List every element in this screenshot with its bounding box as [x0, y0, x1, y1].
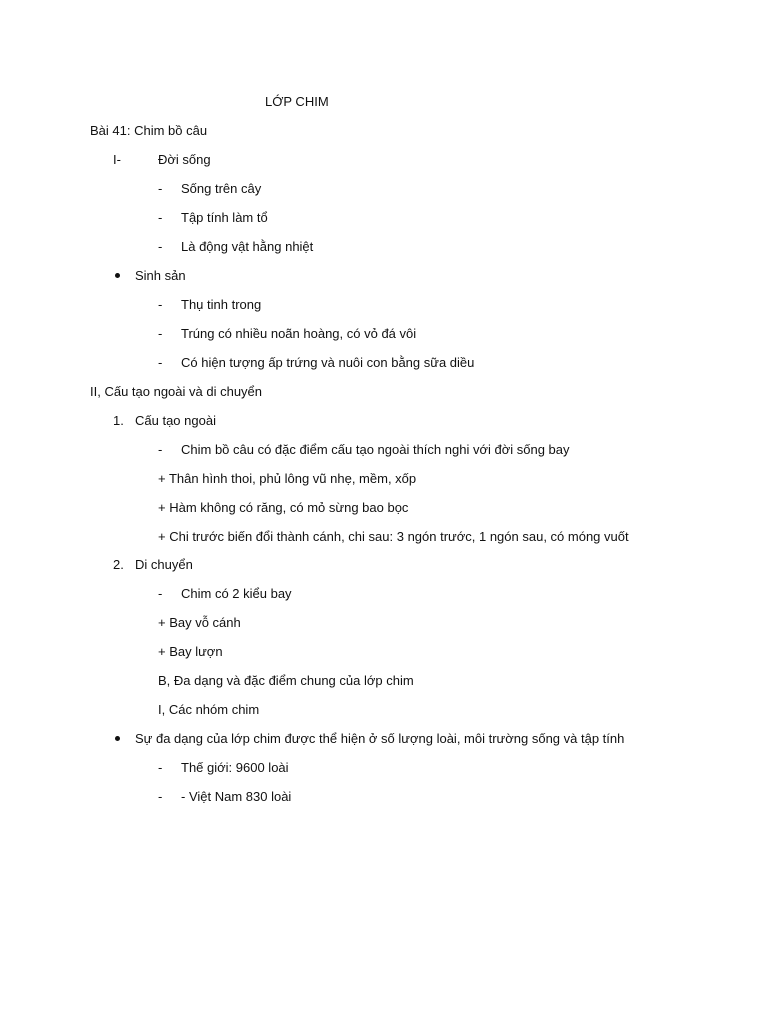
- plus-item: + Chi trước biến đổi thành cánh, chi sau: 3 ngón trước, 1 ngón sau, có móng vuốt: [158, 529, 629, 544]
- dash-marker: -: [158, 760, 163, 775]
- plus-item: + Bay vỗ cánh: [158, 615, 241, 630]
- bullet-icon: [115, 273, 120, 278]
- dash-marker: -: [158, 355, 163, 370]
- numbered-marker: 2.: [113, 557, 124, 572]
- dash-marker: -: [158, 210, 163, 225]
- subsection-heading: Di chuyển: [135, 557, 193, 572]
- dash-marker: -: [158, 297, 163, 312]
- dash-marker: -: [158, 239, 163, 254]
- list-item: Thế giới: 9600 loài: [181, 760, 289, 775]
- list-item: Có hiện tượng ấp trứng và nuôi con bằng sữa diều: [181, 355, 475, 370]
- bullet-heading: Sự đa dạng của lớp chim được thể hiện ở số lượng loài, môi trường sống và tập tính: [135, 731, 625, 746]
- subsection-heading: I, Các nhóm chim: [158, 702, 260, 717]
- document-title: LỚP CHIM: [265, 94, 329, 109]
- dash-marker: -: [158, 586, 163, 601]
- part-heading: B, Đa dạng và đặc điểm chung của lớp chim: [158, 673, 414, 688]
- lesson-title: Bài 41: Chim bồ câu: [90, 123, 208, 138]
- list-item: Trúng có nhiều noãn hoàng, có vỏ đá vôi: [181, 326, 417, 341]
- dash-marker: -: [158, 181, 163, 196]
- dash-marker: -: [158, 442, 163, 457]
- plus-item: + Hàm không có răng, có mỏ sừng bao bọc: [158, 500, 409, 515]
- section-heading: Đời sống: [158, 152, 211, 167]
- list-item: Tập tính làm tổ: [181, 210, 268, 225]
- list-item: Sống trên cây: [181, 181, 262, 196]
- list-item: Chim có 2 kiểu bay: [181, 586, 292, 601]
- section-heading: II, Cấu tạo ngoài và di chuyển: [90, 384, 263, 399]
- list-item: - Việt Nam 830 loài: [181, 789, 292, 804]
- plus-item: + Bay lượn: [158, 644, 223, 659]
- plus-item: + Thân hình thoi, phủ lông vũ nhẹ, mềm, xốp: [158, 471, 417, 486]
- bullet-icon: [115, 736, 120, 741]
- bullet-heading: Sinh sản: [135, 268, 186, 283]
- subsection-heading: Cấu tạo ngoài: [135, 413, 216, 428]
- dash-marker: -: [158, 326, 163, 341]
- list-item: Thụ tinh trong: [181, 297, 262, 312]
- list-item: Chim bồ câu có đặc điểm cấu tạo ngoài thích nghi với đời sống bay: [181, 442, 570, 457]
- dash-marker: -: [158, 789, 163, 804]
- list-item: Là động vật hằng nhiệt: [181, 239, 314, 254]
- numbered-marker: 1.: [113, 413, 124, 428]
- section-marker: I-: [113, 152, 121, 167]
